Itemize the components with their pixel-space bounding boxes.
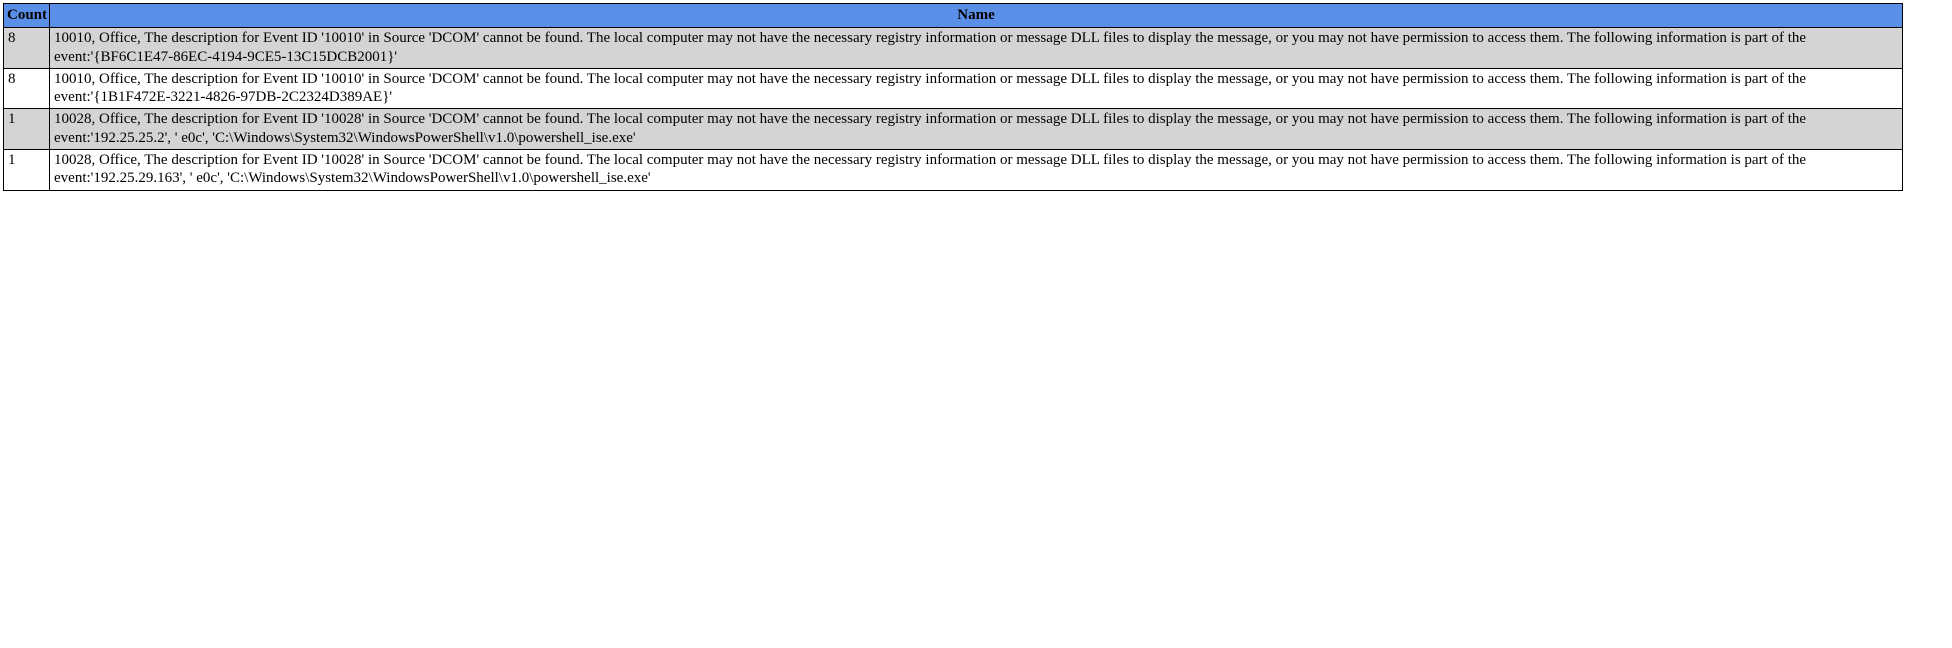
table-row [4, 150, 1903, 191]
table-header [4, 4, 1903, 28]
cell-name: 10028, Office, The description for Event ID '10028' in Source 'DCOM' cannot be found. The local computer may not have the necessary registry information or message DLL files to display the message, or you may not have permission to access them. The following information is part of the event:'192.25.25.2', ' e0c', 'C:\Windows\System32\WindowsPowerShell\v1.0\powershell_ise.exe' [50, 109, 1903, 150]
cell-count: 1 [4, 109, 50, 150]
table-header-row [4, 4, 1903, 28]
column-header-name: Name [50, 4, 1903, 28]
cell-count: 1 [4, 150, 50, 191]
column-header-count: Count [4, 4, 50, 28]
cell-name: 10028, Office, The description for Event ID '10028' in Source 'DCOM' cannot be found. The local computer may not have the necessary registry information or message DLL files to display the message, or you may not have permission to access them. The following information is part of the event:'192.25.29.163', ' e0c', 'C:\Windows\System32\WindowsPowerShell\v1.0\powershell_ise.exe' [50, 150, 1903, 191]
table-row [4, 68, 1903, 109]
event-summary-table [3, 3, 1903, 191]
table-body [4, 28, 1903, 190]
cell-name: 10010, Office, The description for Event ID '10010' in Source 'DCOM' cannot be found. The local computer may not have the necessary registry information or message DLL files to display the message, or you may not have permission to access them. The following information is part of the event:'{1B1F472E-3221-4826-97DB-2C2324D389AE}' [50, 68, 1903, 109]
cell-count: 8 [4, 68, 50, 109]
cell-count: 8 [4, 28, 50, 69]
cell-name: 10010, Office, The description for Event ID '10010' in Source 'DCOM' cannot be found. The local computer may not have the necessary registry information or message DLL files to display the message, or you may not have permission to access them. The following information is part of the event:'{BF6C1E47-86EC-4194-9CE5-13C15DCB2001}' [50, 28, 1903, 69]
table-row [4, 28, 1903, 69]
table-row [4, 109, 1903, 150]
